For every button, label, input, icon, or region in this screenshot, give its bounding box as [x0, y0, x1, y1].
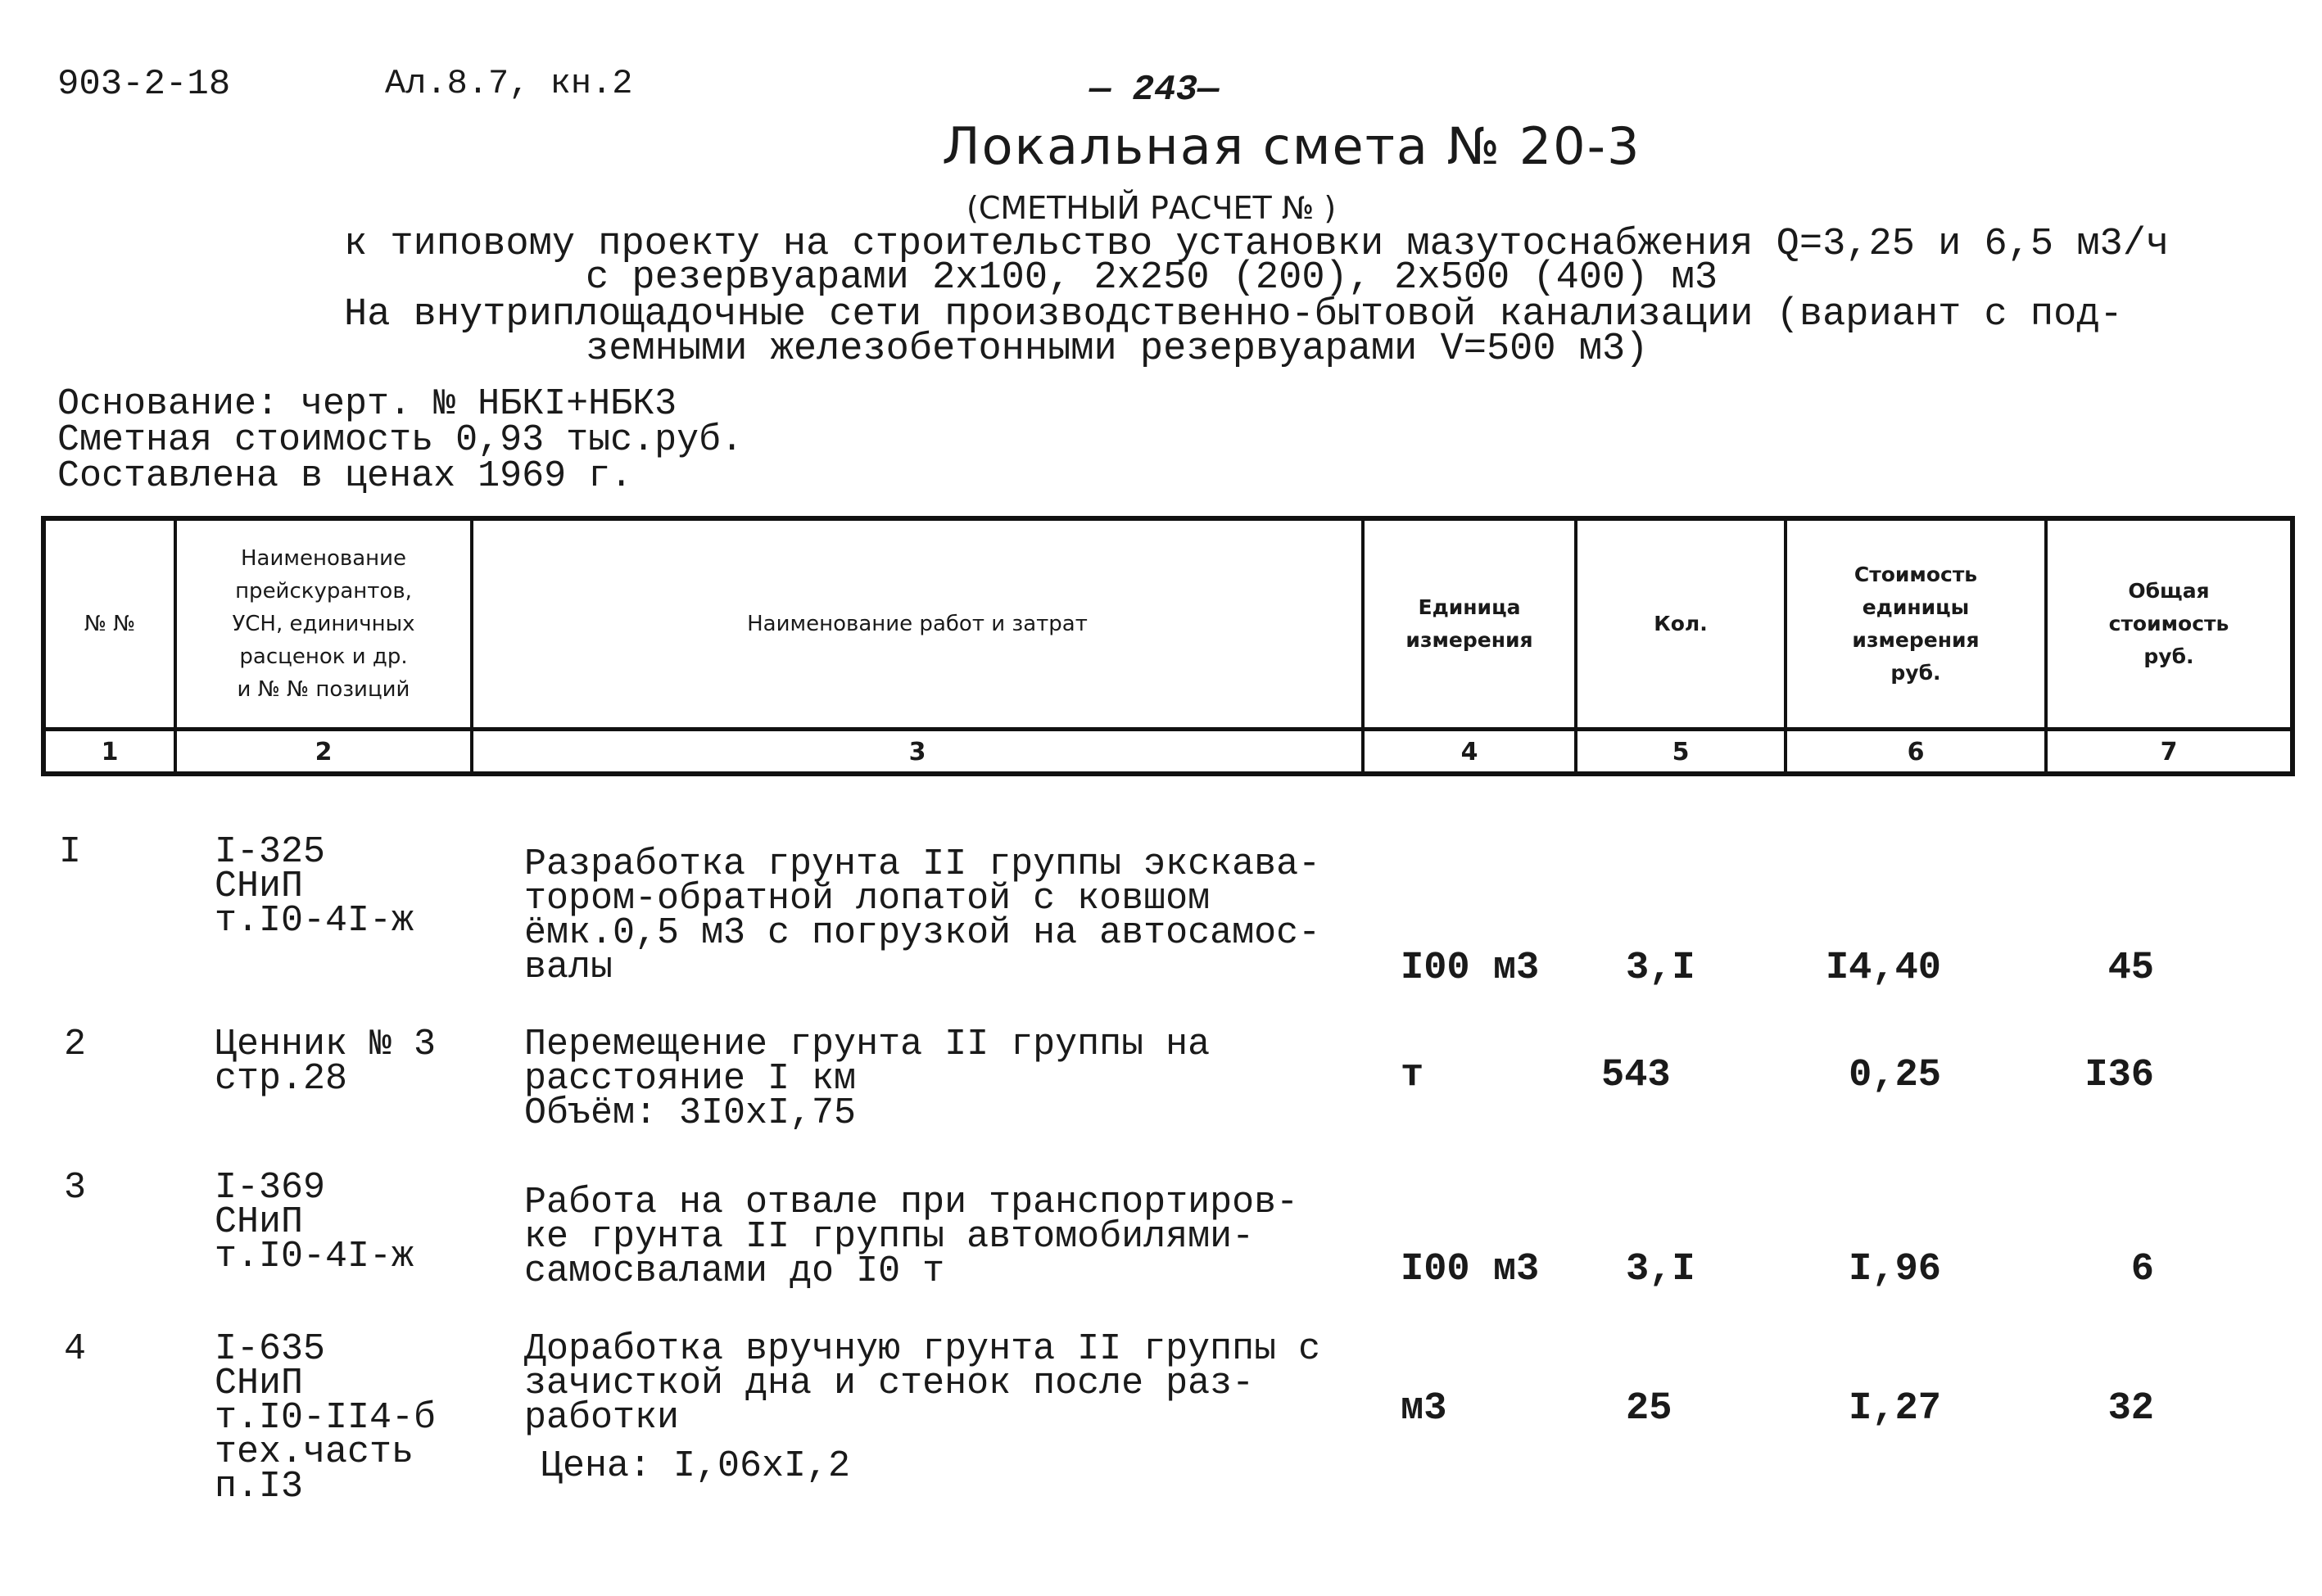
item-total-cost: 6	[2130, 1248, 2154, 1291]
album-reference: Ал.8.7, кн.2	[385, 64, 633, 103]
column-header-quantity: Кол.	[1654, 612, 1708, 635]
column-number: 4	[1460, 737, 1478, 766]
item-number: 3	[64, 1167, 87, 1209]
estimated-cost: Сметная стоимость 0,93 тыс.руб.	[57, 419, 744, 461]
document-code: 903-2-18	[57, 64, 231, 105]
column-header-number: № №	[84, 612, 136, 636]
item-total-cost: 45	[2107, 947, 2154, 990]
item-unit: I00 м3	[1401, 947, 1540, 990]
column-header-work-name: Наименование работ и затрат	[747, 612, 1088, 636]
estimate-table-header	[41, 516, 2295, 776]
item-work-name: Работа на отвале при транспортиров- ке грунта II группы автомобилями- самосвалами до I0 т	[524, 1182, 1299, 1292]
item-quantity: 3,I	[1626, 947, 1695, 990]
item-unit-cost: I,96	[1849, 1248, 1941, 1291]
item-work-name: Перемещение грунта II группы на расстояние I км Объём: 3I0хI,75	[524, 1024, 1211, 1134]
item-quantity: 543	[1601, 1054, 1671, 1097]
item-unit: м3	[1401, 1387, 1447, 1431]
item-reference: I-635 СНиП т.I0-II4-б тех.часть п.I3	[215, 1328, 437, 1508]
basis-drawing-reference: Основание: черт. № НБКI+НБК3	[57, 383, 677, 425]
item-work-name: Доработка вручную грунта II группы с зачисткой дна и стенок после раз- работки	[524, 1328, 1321, 1439]
column-number: 6	[1907, 737, 1925, 766]
column-number: 3	[908, 737, 926, 766]
item-reference: I-325 СНиП т.I0-4I-ж	[215, 831, 414, 942]
item-unit: т	[1401, 1054, 1424, 1097]
item-number: 4	[64, 1328, 87, 1370]
item-total-cost: 32	[2107, 1387, 2154, 1431]
column-number: 5	[1672, 737, 1690, 766]
project-description-line: к типовому проекту на строительство установки мазутоснабжения Q=3,25 и 6,5 м3/ч	[344, 223, 2170, 266]
project-description-line: На внутриплощадочные сети производственно-бытовой канализации (вариант с под-	[344, 293, 2123, 337]
item-unit-cost: I4,40	[1825, 947, 1941, 990]
price-level-year: Составлена в ценах 1969 г.	[57, 455, 633, 497]
estimate-title: Локальная смета № 20-3	[942, 116, 1641, 176]
column-number: 1	[101, 737, 119, 766]
item-quantity: 3,I	[1626, 1248, 1695, 1291]
estimate-subtitle: (СМЕТНЫЙ РАСЧЕТ № )	[966, 190, 1337, 226]
column-header-unit: Единица измерения	[1405, 595, 1533, 652]
item-number: 2	[64, 1024, 87, 1065]
item-number: I	[59, 831, 82, 873]
item-reference: Ценник № 3 стр.28	[215, 1024, 437, 1100]
item-price-note: Цена: I,06хI,2	[541, 1445, 851, 1487]
project-description-line: с резервуарами 2х100, 2х250 (200), 2х500 (400) м3	[586, 256, 1718, 300]
item-unit-cost: I,27	[1849, 1387, 1941, 1431]
column-number: 2	[315, 737, 333, 766]
item-work-name: Разработка грунта II группы экскава- тором-обратной лопатой с ковшом ёмк.0,5 м3 с погрузкой на автосамос- валы	[524, 843, 1321, 988]
project-description-line: земными железобетонными резервуарами V=500 м3)	[586, 328, 1649, 371]
column-header-unit-cost: Стоимость единицы измерения руб.	[1852, 563, 1980, 685]
item-unit: I00 м3	[1401, 1248, 1540, 1291]
column-header-reference: Наименование прейскурантов, УСН, единичных расценок и др. и № № позиций	[232, 546, 415, 702]
item-quantity: 25	[1626, 1387, 1672, 1431]
page-number: — 243—	[1089, 70, 1220, 111]
item-total-cost: I36	[2084, 1054, 2154, 1097]
item-unit-cost: 0,25	[1849, 1054, 1941, 1097]
column-header-total-cost: Общая стоимость руб.	[2108, 579, 2229, 668]
item-reference: I-369 СНиП т.I0-4I-ж	[215, 1167, 414, 1277]
column-number: 7	[2160, 737, 2178, 766]
